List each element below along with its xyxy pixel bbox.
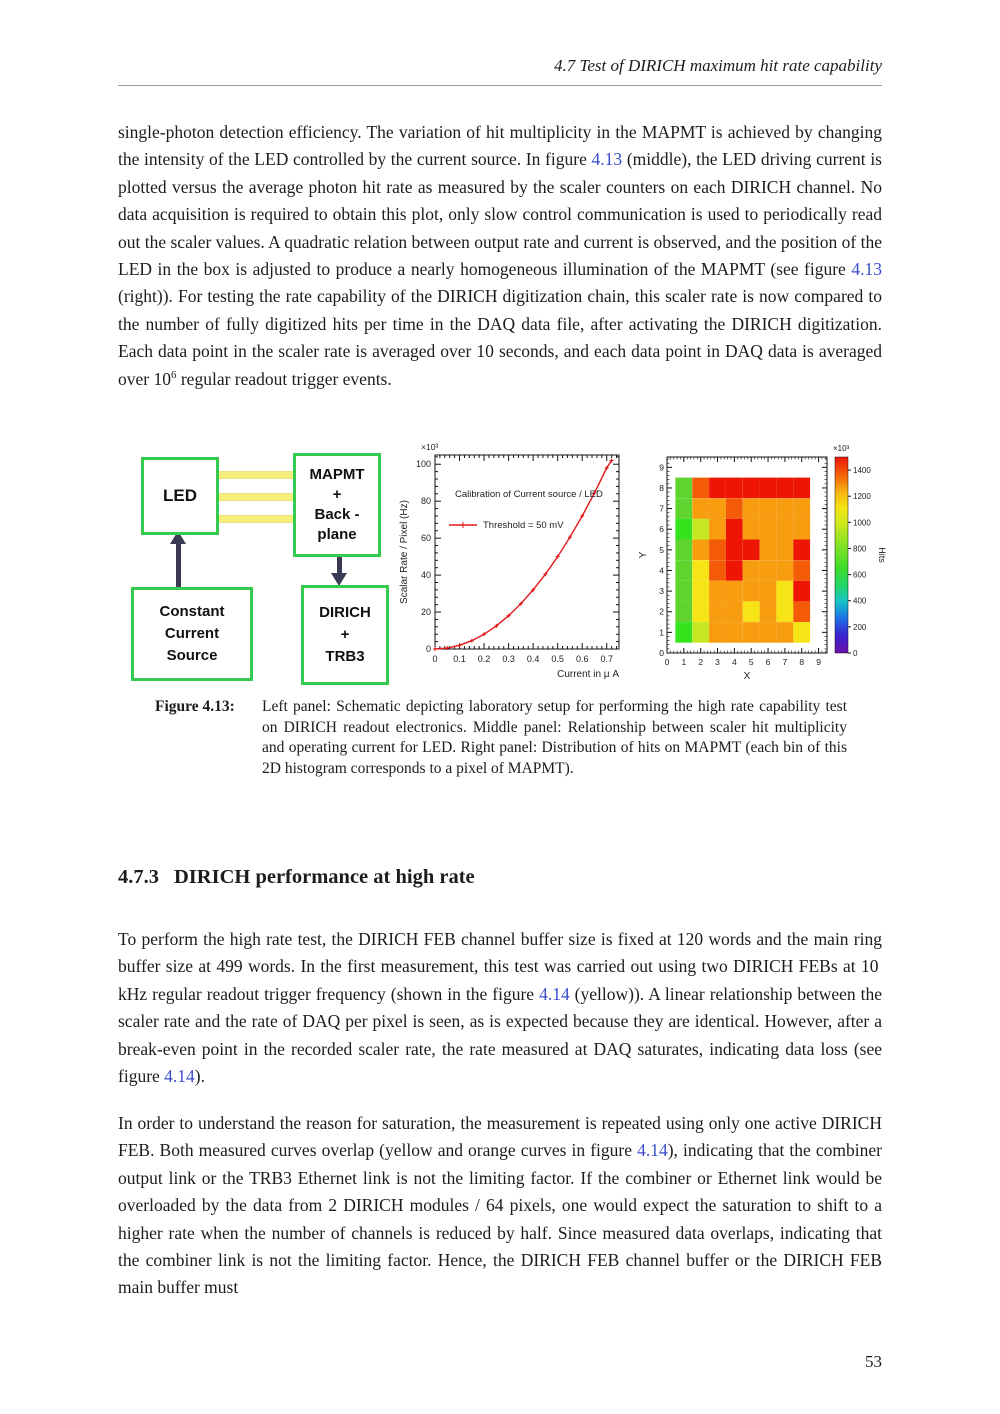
- mapmt-backplane-box: MAPMT + Back - plane: [293, 453, 381, 557]
- figure-ref-link[interactable]: 4.14: [164, 1066, 195, 1087]
- svg-text:3: 3: [715, 657, 720, 667]
- svg-text:1200: 1200: [853, 492, 871, 502]
- running-header: [118, 56, 882, 86]
- led-wire: [216, 471, 293, 479]
- svg-text:Calibration of Current source: Calibration of Current source / LED: [455, 489, 603, 500]
- led-box: LED: [141, 457, 219, 535]
- svg-text:60: 60: [420, 533, 431, 544]
- svg-text:9: 9: [659, 462, 664, 473]
- svg-text:2: 2: [698, 657, 704, 667]
- svg-text:1400: 1400: [853, 466, 871, 476]
- svg-text:40: 40: [420, 570, 431, 581]
- svg-text:0.4: 0.4: [526, 654, 540, 664]
- svg-text:×10³: ×10³: [833, 444, 850, 453]
- svg-text:Current in μ A: Current in μ A: [557, 669, 619, 680]
- svg-text:9: 9: [816, 657, 821, 667]
- current-arrow: [176, 543, 181, 587]
- section-heading: [118, 866, 882, 889]
- figure-ref-link[interactable]: 4.13: [591, 149, 623, 170]
- svg-text:6: 6: [659, 524, 664, 535]
- calibration-line-chart: [395, 437, 627, 689]
- dirich-trb3-box: DIRICH + TRB3: [301, 585, 389, 685]
- figure-ref-link[interactable]: 4.14: [539, 983, 570, 1004]
- svg-text:3: 3: [659, 586, 664, 597]
- figure-caption: [155, 697, 847, 779]
- svg-text:8: 8: [799, 657, 805, 667]
- svg-text:0: 0: [853, 649, 858, 658]
- svg-text:0.1: 0.1: [453, 654, 466, 664]
- svg-text:2: 2: [659, 606, 664, 617]
- paragraph-2: To perform the high rate test, the DIRICH FEB channel buffer size is fixed at 120 words and the main ring buffer size at 499 words. In the first measurement, this test was carried out using two DIRICH FEBs at 10 kHz regular readout trigger frequency (shown in the figure 4.14 (yellow)). A linear relationship between the scaler rate and the rate of DAQ per pixel is seen, as is expected because they are identical. However, after a break-even point in the recorded scaler rate, the rate measured at DAQ saturates, indicating data loss (see figure 4.14).: [118, 929, 882, 1087]
- svg-text:0: 0: [425, 644, 431, 654]
- svg-text:X: X: [743, 671, 751, 682]
- svg-text:8: 8: [659, 482, 664, 493]
- svg-text:0.5: 0.5: [551, 654, 564, 664]
- svg-text:1: 1: [681, 657, 687, 667]
- paragraph-3: In order to understand the reason for saturation, the measurement is repeated using only one active DIRICH FEB. Both measured curves overlap (yellow and orange curves in figure 4.14), indicating that the combiner output link or the TRB3 Ethernet link is not the limiting factor. If the combiner or Ethernet link would be overloaded by the data from 2 DIRICH modules / 64 pixels, one would expect the saturation to shift to a higher rate when the number of channels is reduced by half. Since measured data overlaps, indicating that the combiner link is not the limiting factor. Hence, the DIRICH FEB channel buffer or the DIRICH FEB main buffer must: [118, 1113, 882, 1298]
- led-wire: [216, 493, 293, 501]
- svg-text:7: 7: [782, 657, 788, 667]
- constant-current-source-box: Constant Current Source: [131, 587, 253, 681]
- running-header-text: 4.7 Test of DIRICH maximum hit rate capability: [553, 56, 882, 75]
- svg-text:7: 7: [659, 503, 664, 514]
- superscript: 6: [170, 368, 177, 381]
- section-number: 4.7.3: [118, 866, 159, 888]
- svg-text:0.2: 0.2: [477, 654, 491, 664]
- svg-text:6: 6: [765, 657, 771, 667]
- hit-distribution-heatmap: [637, 437, 895, 689]
- svg-text:400: 400: [853, 596, 867, 606]
- led-wire: [216, 515, 293, 523]
- svg-text:4: 4: [659, 565, 664, 576]
- svg-text:200: 200: [853, 622, 867, 632]
- paragraph-1: single-photon detection efficiency. The variation of hit multiplicity in the MAPMT is achieved by changing the intensity of the LED controlled by the current source. In figure 4.13 (middle), the LED driving current is plotted versus the average photon hit rate as measured by the scaler counters on each DIRICH channel. No data acquisition is required to obtain this plot, only slow control communication is used to periodically read out the scaler values. A quadratic relation between output rate and current is observed, and the position of the LED in the box is adjusted to produce a nearly homogeneous illumination of the MAPMT (see figure 4.13 (right)). For testing the rate capability of the DIRICH digitization chain, this scaler rate is now compared to the number of fully digitized hits per time in the DAQ data file, after activating the DIRICH digitization. Each data point in the scaler rate is averaged over 10 seconds, and each data point in DAQ data is averaged over $10^6$ regular readout trigger events.: [118, 122, 882, 389]
- figure-4-13: [125, 437, 895, 689]
- page-number: 53: [865, 1352, 882, 1371]
- svg-text:5: 5: [659, 544, 664, 555]
- svg-text:Hits: Hits: [877, 547, 887, 563]
- section-title: DIRICH performance at high rate: [174, 866, 475, 888]
- svg-text:0: 0: [432, 654, 438, 664]
- svg-text:600: 600: [853, 570, 867, 580]
- svg-text:1000: 1000: [853, 518, 871, 528]
- svg-text:Threshold = 50 mV: Threshold = 50 mV: [483, 520, 564, 531]
- figure-caption-label: Figure 4.13:: [155, 698, 235, 715]
- setup-schematic: [125, 437, 385, 687]
- svg-text:0.3: 0.3: [502, 654, 515, 664]
- svg-text:4: 4: [732, 657, 737, 667]
- svg-text:5: 5: [748, 657, 754, 667]
- svg-text:800: 800: [853, 544, 867, 554]
- svg-text:Scalar Rate / Pixel (Hz): Scalar Rate / Pixel (Hz): [399, 500, 410, 604]
- svg-text:1: 1: [659, 627, 664, 638]
- svg-text:×10³: ×10³: [421, 442, 439, 452]
- figure-ref-link[interactable]: 4.13: [851, 259, 882, 280]
- svg-text:0.7: 0.7: [600, 654, 613, 664]
- svg-text:80: 80: [420, 496, 431, 507]
- svg-text:0: 0: [659, 648, 664, 658]
- figure-caption-text: Left panel: Schematic depicting laboratory setup for performing the high rate capability test on DIRICH readout electronics. Middle panel: Relationship between scaler hit multiplicity and operating current for LED. Right panel: Distribution of hits on MAPMT (each bin of this 2D histogram corresponds to a pixel of MAPMT).: [262, 698, 847, 777]
- svg-text:Y: Y: [638, 551, 649, 559]
- svg-text:100: 100: [415, 459, 431, 470]
- svg-text:20: 20: [420, 607, 431, 618]
- svg-text:0.6: 0.6: [575, 654, 589, 664]
- svg-text:0: 0: [664, 657, 670, 667]
- figure-ref-link[interactable]: 4.14: [637, 1140, 668, 1161]
